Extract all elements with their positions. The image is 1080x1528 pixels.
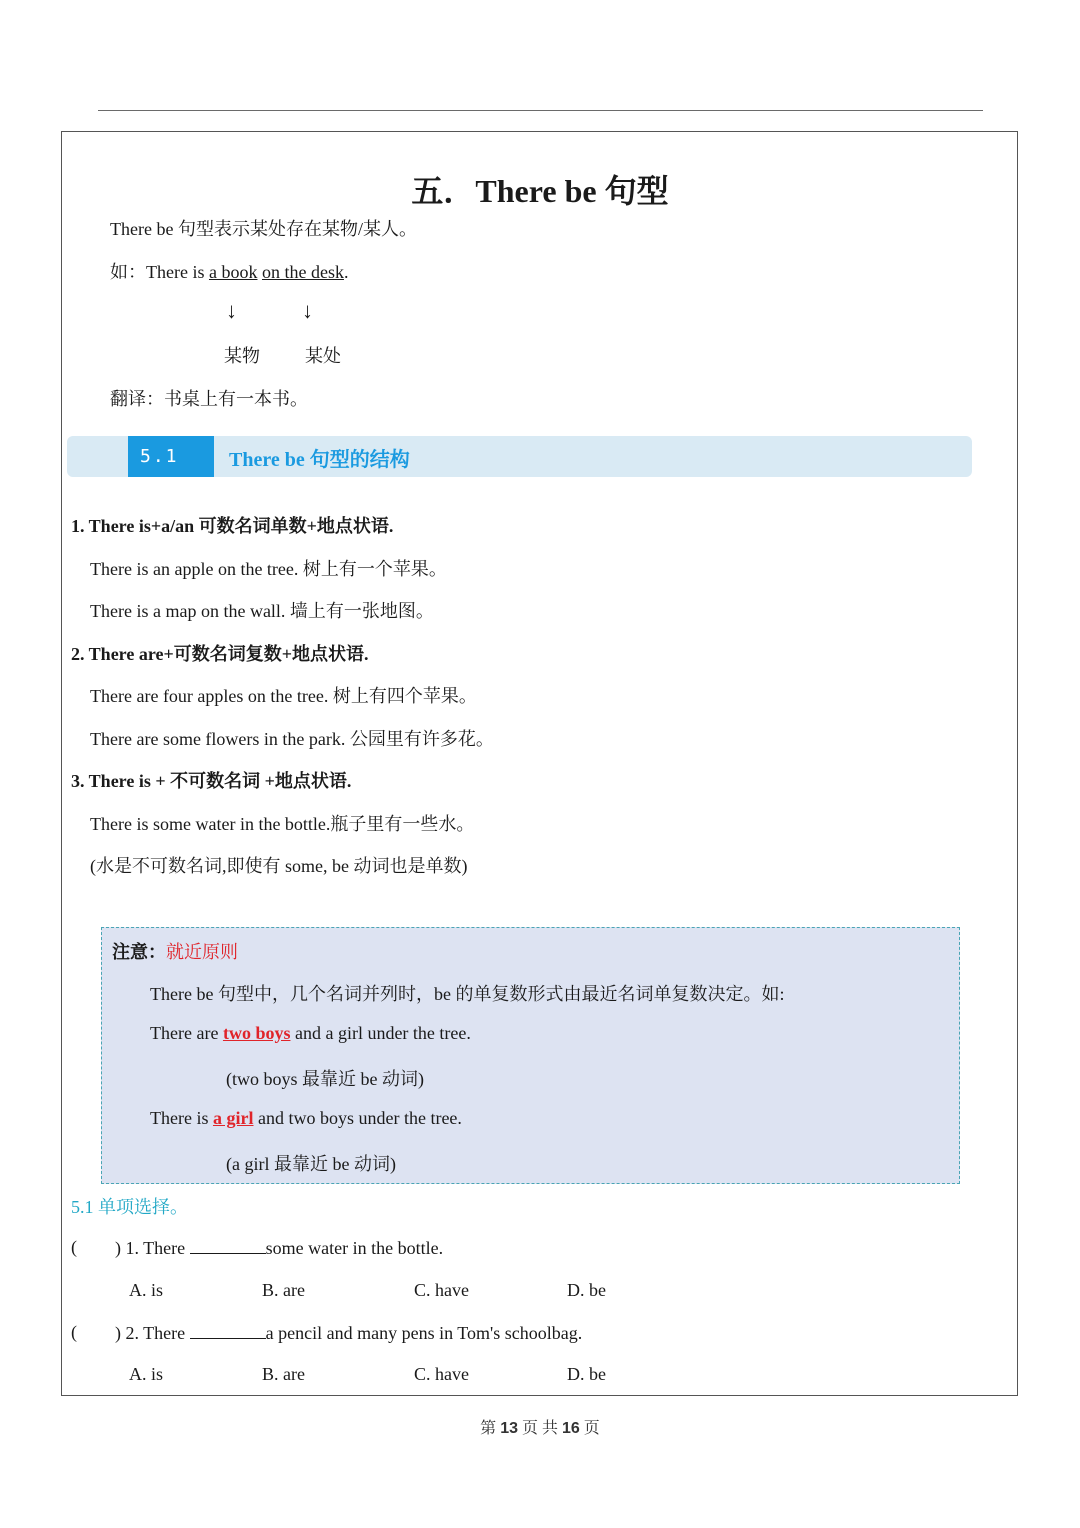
note-example: There are two boys and a girl under the tree.	[150, 1023, 471, 1043]
note-title	[112, 938, 238, 964]
rule-heading: 1. There is+a/an 可数名词单数+地点状语.	[71, 516, 394, 536]
note-explanation: There be 句型中，几个名词并列时，be 的单复数形式由最近名词单复数决定。如:	[150, 984, 785, 1004]
note-example-comment: (a girl 最靠近 be 动词)	[226, 1154, 396, 1174]
page-title: 五．There be 句型	[411, 173, 669, 209]
option-a[interactable]: A. is	[129, 1280, 164, 1300]
intro-example: 如：There is a book on the desk.	[110, 262, 349, 282]
rule-heading: 2. There are+可数名词复数+地点状语.	[71, 644, 369, 664]
exercise-heading: 5.1 单项选择。	[71, 1197, 188, 1217]
question-answer-slot[interactable]: (	[71, 1237, 77, 1257]
intro-definition: There be 句型表示某处存在某物/某人。	[110, 219, 417, 239]
answer-blank[interactable]	[190, 1322, 266, 1339]
example-thing: a book	[208, 262, 258, 282]
rule-example: (水是不可数名词,即使有 some, be 动词也是单数)	[90, 856, 468, 876]
current-page-number: 13	[500, 1420, 518, 1437]
question-answer-slot[interactable]: (	[71, 1322, 77, 1342]
rule-example: There are some flowers in the park. 公园里有许多花。	[90, 729, 494, 749]
note-box	[101, 927, 960, 1184]
rule-example: There are four apples on the tree. 树上有四个苹果。	[90, 686, 477, 706]
option-d[interactable]: D. be	[567, 1364, 606, 1384]
option-d[interactable]: D. be	[567, 1280, 606, 1300]
option-c[interactable]: C. have	[414, 1364, 469, 1384]
option-a[interactable]: A. is	[129, 1364, 164, 1384]
total-page-number: 16	[562, 1420, 580, 1437]
option-b[interactable]: B. are	[262, 1364, 305, 1384]
page-footer: 第 13 页 共 16 页	[480, 1420, 600, 1437]
section-number: 5.1	[128, 436, 214, 477]
option-c[interactable]: C. have	[414, 1280, 469, 1300]
rule-example: There is some water in the bottle.瓶子里有一些水。	[90, 814, 475, 834]
label-place: 某处	[305, 346, 341, 366]
down-arrow-icon: ↓	[302, 298, 313, 323]
label-thing: 某物	[224, 346, 260, 366]
note-example: There is a girl and two boys under the tree.	[150, 1108, 462, 1128]
rule-heading: 3. There is + 不可数名词 +地点状语.	[71, 771, 352, 791]
header-rule	[98, 110, 983, 111]
rule-example: There is a map on the wall. 墙上有一张地图。	[90, 601, 434, 621]
option-b[interactable]: B. are	[262, 1280, 305, 1300]
highlight-nearest-noun: two boys	[222, 1023, 291, 1043]
example-place: on the desk	[261, 262, 344, 282]
rule-example: There is an apple on the tree. 树上有一个苹果。	[90, 559, 447, 579]
question-stem: ) 2. There a pencil and many pens in Tom's schoolbag.	[115, 1323, 583, 1343]
intro-translation: 翻译：书桌上有一本书。	[110, 389, 308, 409]
section-title: There be 句型的结构	[229, 449, 410, 471]
question-stem: ) 1. There some water in the bottle.	[115, 1238, 444, 1258]
down-arrow-icon: ↓	[226, 298, 237, 323]
page-frame	[61, 131, 1018, 1396]
note-principle: 就近原则	[166, 942, 238, 962]
note-label: 注意：	[112, 942, 166, 962]
example-prefix: 如：There is	[110, 262, 209, 282]
answer-blank[interactable]	[190, 1237, 266, 1254]
highlight-nearest-noun: a girl	[212, 1108, 254, 1128]
note-example-comment: (two boys 最靠近 be 动词)	[226, 1069, 424, 1089]
